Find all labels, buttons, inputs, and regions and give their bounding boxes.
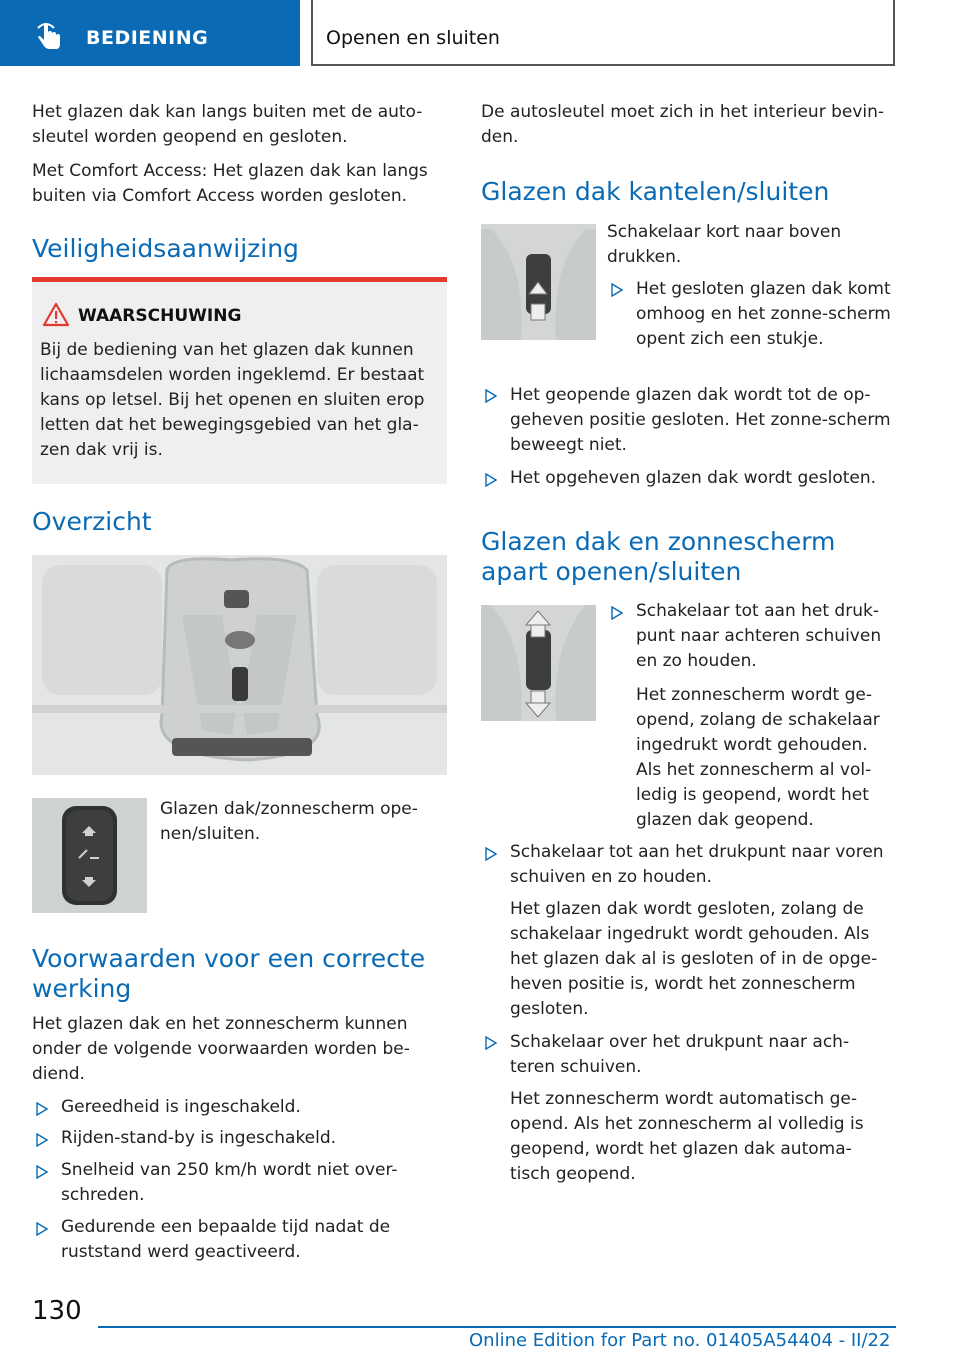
conditions-intro: Het glazen dak en het zonnescherm kunnen onder de volgende voorwaarden worden be-diend.: [32, 1014, 410, 1084]
condition-item: Gedurende een bepaalde tijd nadat de ruststand werd geactiveerd.: [61, 1217, 391, 1262]
separate-heading: Glazen dak en zonnescherm apart openen/sluiten: [481, 527, 836, 586]
switch-caption: Glazen dak/zonnescherm ope-nen/sluiten.: [160, 799, 418, 844]
warning-text: Bij de bediening van het glazen dak kunnen lichaamsdelen worden ingeklemd. Er bestaat kans op letsel. Bij het openen en sluiten erop letten dat het bewegingsgebied van het gla-zen dak vrij is.: [40, 340, 425, 460]
bullet-triangle-icon: [485, 847, 497, 861]
roof-console-image: [32, 555, 447, 775]
separate-item-detail: Het glazen dak wordt gesloten, zolang de schakelaar ingedrukt wordt gehouden. Als het glazen dak al is gesloten of in de opge-heven positie is, wordt het zonnescherm gesloten.: [510, 899, 878, 1019]
tilt-intro: Schakelaar kort naar boven drukken.: [607, 222, 842, 267]
tilt-heading: Glazen dak kantelen/sluiten: [481, 177, 830, 206]
conditions-heading: Voorwaarden voor een correcte werking: [32, 944, 426, 1003]
bullet-triangle-icon: [36, 1133, 48, 1147]
roof-switch-image: [32, 798, 147, 913]
separate-item: Schakelaar over het drukpunt naar ach-teren schuiven.: [510, 1032, 850, 1077]
intro-paragraph-2: Met Comfort Access: Het glazen dak kan langs buiten via Comfort Access worden gesloten.: [32, 161, 428, 206]
bullet-triangle-icon: [611, 606, 623, 620]
condition-item: Snelheid van 250 km/h wordt niet over-schreden.: [61, 1160, 398, 1205]
bullet-triangle-icon: [36, 1222, 48, 1236]
bullet-triangle-icon: [485, 389, 497, 403]
safety-heading: Veiligheidsaanwijzing: [32, 234, 299, 263]
warning-title: WAARSCHUWING: [78, 306, 242, 326]
separate-item-detail: Het zonnescherm wordt automatisch ge-opend. Als het zonnescherm al volledig is geopend, wordt het glazen dak automa-tisch geopend.: [510, 1089, 864, 1184]
footer-rule: [98, 1326, 896, 1328]
separate-item: Schakelaar tot aan het drukpunt naar voren schuiven en zo houden.: [510, 842, 884, 887]
overview-heading: Overzicht: [32, 507, 152, 536]
separate-item-detail: Het zonnescherm wordt ge-opend, zolang de schakelaar ingedrukt wordt gehouden. Als het zonnescherm al vol-ledig is geopend, wordt het glazen dak geopend.: [636, 685, 880, 830]
warning-triangle-icon: [42, 302, 70, 327]
tilt-item: Het gesloten glazen dak komt omhoog en het zonne-scherm opent zich een stukje.: [636, 279, 891, 349]
slide-switch-image: [481, 605, 596, 721]
section-label: BEDIENING: [86, 27, 209, 49]
bullet-triangle-icon: [36, 1102, 48, 1116]
bullet-triangle-icon: [485, 473, 497, 487]
tilt-item: Het geopende glazen dak wordt tot de op-geheven positie gesloten. Het zonne-scherm beweegt niet.: [510, 385, 891, 455]
tilt-item: Het opgeheven glazen dak wordt gesloten.: [510, 468, 877, 488]
hand-touch-icon: [32, 22, 66, 52]
bullet-triangle-icon: [485, 1036, 497, 1050]
condition-item: Rijden-stand-by is ingeschakeld.: [61, 1128, 337, 1148]
tilt-switch-image: [481, 224, 596, 340]
key-note: De autosleutel moet zich in het interieur bevin-den.: [481, 102, 885, 147]
separate-item: Schakelaar tot aan het druk-punt naar achteren schuiven en zo houden.: [636, 601, 882, 671]
condition-item: Gereedheid is ingeschakeld.: [61, 1097, 301, 1117]
bullet-triangle-icon: [611, 283, 623, 297]
page-number: 130: [32, 1296, 82, 1326]
intro-paragraph-1: Het glazen dak kan langs buiten met de auto-sleutel worden geopend en gesloten.: [32, 102, 423, 147]
edition-note: Online Edition for Part no. 01405A54404 - II/22: [469, 1330, 891, 1351]
chapter-title: Openen en sluiten: [326, 27, 500, 49]
bullet-triangle-icon: [36, 1165, 48, 1179]
